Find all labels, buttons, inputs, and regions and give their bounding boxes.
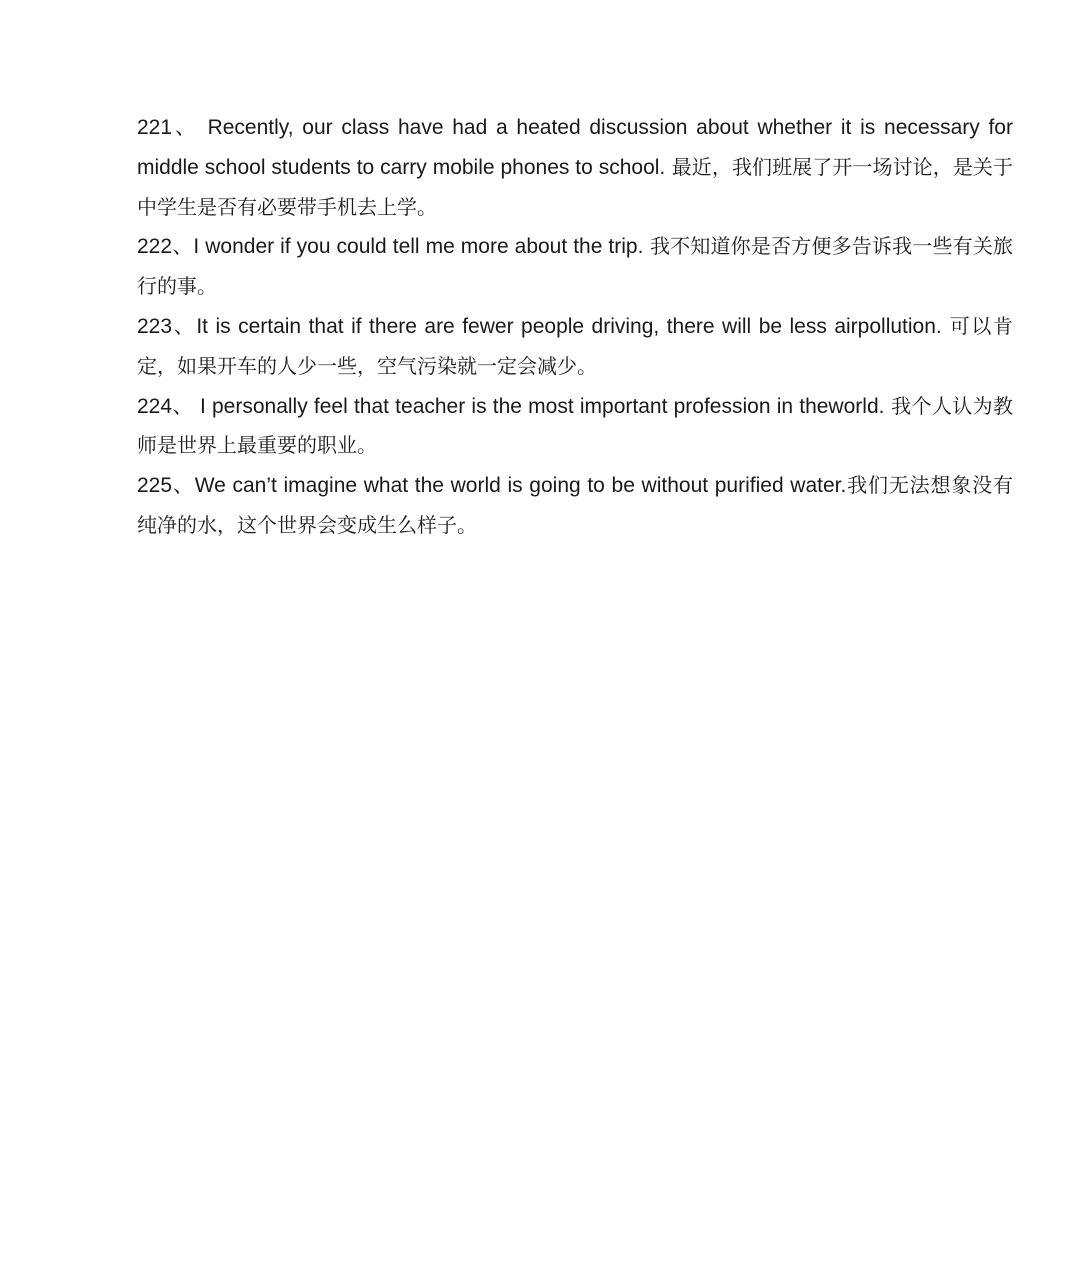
sentence-entry-221 — [137, 108, 1013, 227]
entry-english-text: Recently, our class have had a heated discussion about whether it is necessary for middle school students to carry mobile phones to school. — [137, 116, 1013, 179]
sentence-entry-224 — [137, 387, 1013, 467]
entry-chinese-text: 可以肯定，如果开车的人少一些，空气污染就一定会减少。 — [137, 313, 1013, 378]
document-page — [137, 108, 1013, 546]
entry-chinese-text: 我个人认为教师是世界上最重要的职业。 — [137, 393, 1013, 458]
entry-chinese-text: 我不知道你是否方便多告诉我一些有关旅行的事。 — [137, 234, 1013, 299]
entry-english-text: It is certain that if there are fewer people driving, there will be less airpollution. — [196, 314, 942, 338]
sentence-entry-225 — [137, 466, 1013, 546]
entry-number: 222、 — [137, 235, 194, 259]
entry-english-text: We can’t imagine what the world is going to be without purified water. — [194, 474, 847, 498]
entry-number: 225、 — [137, 474, 195, 498]
entry-chinese-text: 最近，我们班展了开一场讨论，是关于中学生是否有必要带手机去上学。 — [137, 154, 1013, 219]
entry-chinese-text: 我们无法想象没有纯净的水，这个世界会变成生么样子。 — [137, 473, 1013, 537]
entry-english-text: I personally feel that teacher is the most important profession in theworld. — [193, 394, 885, 418]
entry-number: 224、 — [137, 394, 194, 418]
entry-number: 223、 — [137, 314, 197, 338]
entry-english-text: I wonder if you could tell me more about the trip. — [193, 235, 644, 259]
sentence-entry-223 — [137, 307, 1013, 387]
entry-number: 221、 — [137, 116, 199, 139]
sentence-entry-222 — [137, 227, 1013, 307]
